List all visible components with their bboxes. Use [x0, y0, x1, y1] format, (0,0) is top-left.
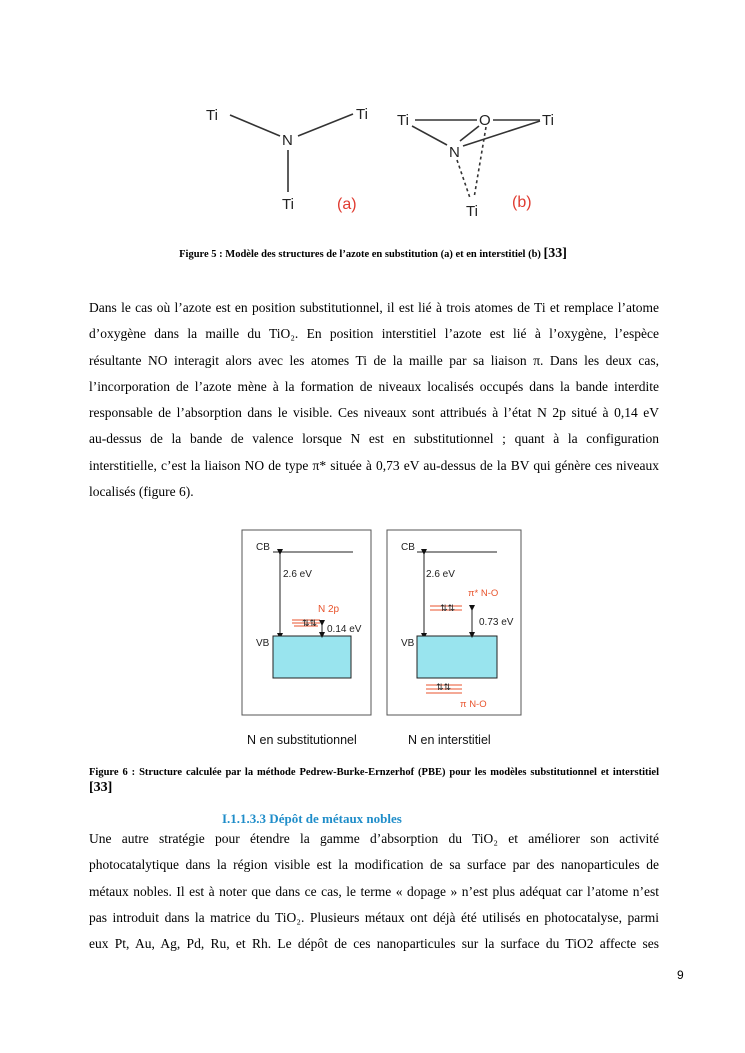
fig5b-ti-right: Ti — [542, 112, 554, 129]
fig6-right-gap: 2.6 eV — [426, 569, 455, 580]
svg-text:⇅⇅: ⇅⇅ — [440, 603, 456, 613]
svg-text:⇅⇅: ⇅⇅ — [302, 618, 318, 628]
figure-5-caption — [88, 246, 658, 262]
fig6-left-valence-band — [273, 636, 351, 678]
paragraph-line: Dans le cas où l’azote est en position substitutionnel, il est lié à trois atomes de Ti et remplace l’atome — [89, 300, 659, 315]
paragraph-line: Une autre stratégie pour étendre la gamme d’absorption du TiO₂ et améliorer son activité — [89, 831, 659, 846]
fig6-left-cb: CB — [256, 542, 270, 553]
paragraph-line: d’oxygène dans la maille du TiO₂. En position interstitiel l’azote est lié à l’oxygène, l’espèce — [89, 326, 659, 342]
figure-6-caption-ref: [33] — [89, 780, 113, 795]
fig5a-ti-bottom: Ti — [282, 196, 294, 213]
fig5a-ti-top-left: Ti — [206, 107, 218, 124]
fig6-left-level-label: N 2p — [318, 604, 340, 615]
fig5b-o: O — [479, 112, 491, 129]
page-number: 9 — [677, 968, 684, 982]
section-heading: I.1.1.3.3 Dépôt de métaux nobles — [222, 811, 402, 826]
fig5a-tag: (a) — [337, 196, 357, 213]
paragraph-line: au-dessus de la bande de valence lorsque N est en substitutionnel ; quant à la configuration — [89, 431, 659, 447]
svg-text:⇅⇅: ⇅⇅ — [436, 682, 452, 692]
fig5b-ti-bottom: Ti — [466, 203, 478, 220]
paragraph-line: interstitielle, c’est la liaison NO de type π* située à 0,73 eV au-dessus de la BV qui génère ces niveaux — [89, 457, 659, 473]
fig5b-tag: (b) — [512, 194, 532, 211]
paragraph-line: eux Pt, Au, Ag, Pd, Ru, et Rh. Le dépôt de ces nanoparticules sur la surface du TiO2 affecte ses — [89, 936, 659, 952]
figure-6-caption-text: Figure 6 : Structure calculée par la méthode Pedrew-Burke-Ernzerhof (PBE) pour les modèles substitutionnel et interstitiel — [89, 767, 659, 778]
fig5a-ti-top-right: Ti — [356, 106, 368, 123]
paragraph-line: localisés (figure 6). — [89, 484, 194, 500]
fig6-right-lower-label: π N-O — [460, 699, 487, 710]
fig6-right-caption: N en interstitiel — [408, 733, 491, 747]
paragraph-noble-metals — [89, 826, 659, 957]
fig6-left-gap: 2.6 eV — [283, 569, 312, 580]
figure-6-caption — [89, 765, 659, 796]
fig6-right-valence-band — [417, 636, 497, 678]
figure-5-caption-ref: [33] — [543, 246, 567, 261]
paragraph-line: métaux nobles. Il est à noter que dans ce cas, le terme « dopage » n’est plus adéquat car l’atome n’est — [89, 883, 659, 899]
paragraph-line: pas introduit dans la matrice du TiO₂. Plusieurs métaux ont déjà été utilisés en photocatalyse, parmi — [89, 909, 659, 925]
paragraph-line: l’incorporation de l’azote mène à la formation de niveaux localisés occupés dans la bande interdite — [89, 378, 659, 394]
fig6-left-energy: 0.14 eV — [327, 624, 362, 635]
paragraph-line: photocatalytique dans la région visible est la modification de sa surface par des nanoparticules de — [89, 857, 659, 873]
fig5b-ti-left: Ti — [397, 112, 409, 129]
paragraph-nitrogen-doping — [89, 295, 659, 505]
fig6-left-vb: VB — [256, 638, 270, 649]
paragraph-line: responsable de l’absorption dans le visible. Ces niveaux sont attribués à l’état N 2p situé à 0,14 eV — [89, 405, 659, 421]
fig5b-n: N — [449, 144, 460, 161]
paragraph-line: résultante NO interagit alors avec les atomes Ti de la maille par sa liaison π. Dans les deux cas, — [89, 352, 659, 368]
fig6-right-cb: CB — [401, 542, 415, 553]
figure-5-diagram — [200, 100, 570, 220]
figure-5-caption-text: Figure 5 : Modèle des structures de l’azote en substitution (a) et en interstitiel (b) — [179, 249, 541, 260]
fig5a-n: N — [282, 132, 293, 149]
fig6-right-energy: 0.73 eV — [479, 617, 514, 628]
fig6-right-level-label: π* N-O — [468, 588, 499, 599]
fig6-right-vb: VB — [401, 638, 415, 649]
fig6-left-caption: N en substitutionnel — [247, 733, 357, 747]
figure-6-diagram — [236, 522, 528, 752]
